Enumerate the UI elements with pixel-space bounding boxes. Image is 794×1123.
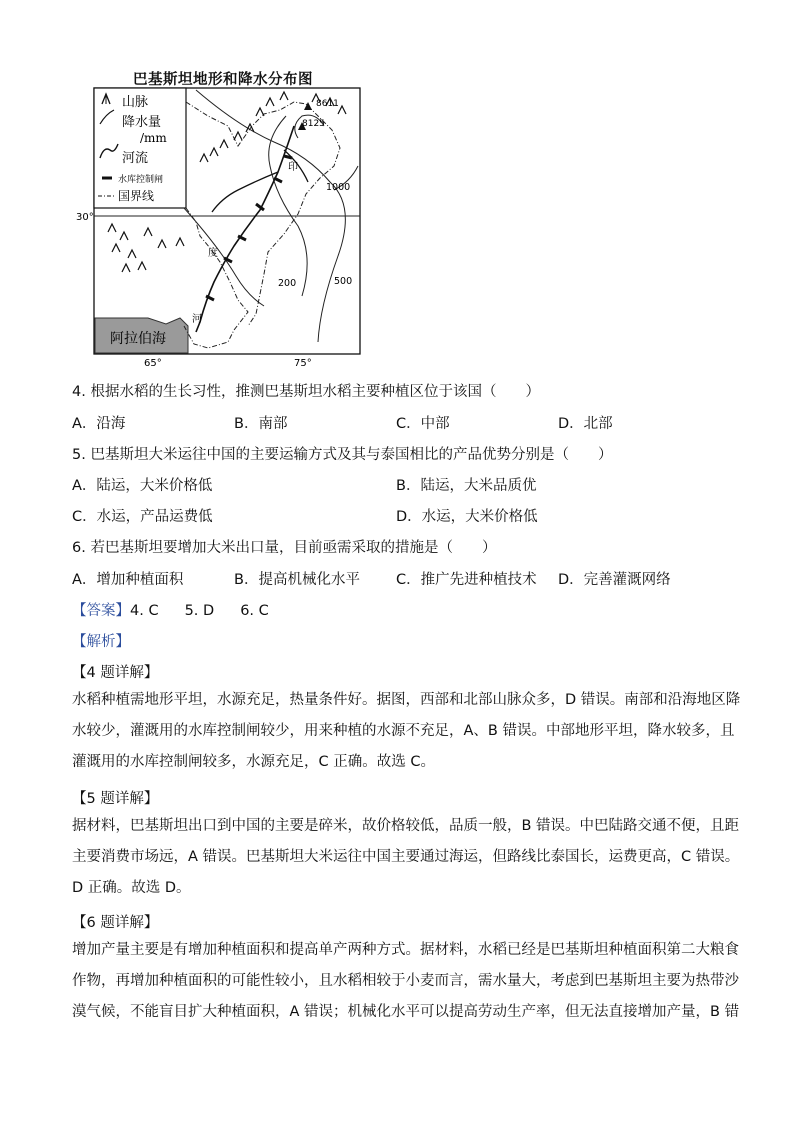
peak-8125: 8125 (302, 119, 325, 129)
detail-5-line: D 正确。故选 D。 (72, 880, 191, 896)
q6-option-d: D．完善灌溉网络 (558, 572, 671, 588)
legend-mountain-label: 山脉 (122, 95, 149, 110)
detail-4-heading: 【4 题详解】 (72, 665, 159, 681)
question-6-stem: 6. 若巴基斯坦要增加大米出口量，目前亟需采取的措施是（ ） (72, 540, 497, 556)
isohyet-500-label: 500 (334, 276, 353, 287)
q4-option-d: D．北部 (558, 416, 613, 432)
q6-option-c: C．推广先进种植技术 (396, 572, 537, 588)
q4-option-a: A．沿海 (72, 416, 126, 432)
q5-option-d: D．水运，大米价格低 (396, 509, 538, 525)
pakistan-map (76, 86, 368, 369)
lat-30-label: 30° (76, 212, 94, 223)
detail-5-heading: 【5 题详解】 (72, 791, 159, 807)
answer-4: 4. C (130, 603, 159, 619)
detail-6-body (72, 935, 740, 1028)
answer-line (72, 599, 269, 620)
detail-6-line: 增加产量主要是有增加种植面积和提高单产两种方式。据材料，水稻已经是巴基斯坦种植面积第二大粮食 (72, 942, 739, 958)
detail-5-line: 据材料，巴基斯坦出口到中国的主要是碎米，故价格较低，品质一般，B 错误。中巴陆路交通不便，且距 (72, 818, 740, 834)
indus-char-yin: 印 (288, 162, 298, 173)
detail-5-line: 主要消费市场远，A 错误。巴基斯坦大米运往中国主要通过海运，但路线比泰国长，运费更高，C 错误。 (72, 849, 740, 865)
answer-5: 5. D (184, 603, 215, 619)
legend-river-label: 河流 (122, 151, 149, 166)
q4-option-b: B．南部 (234, 416, 288, 432)
arabian-sea-label: 阿拉伯海 (110, 331, 166, 347)
legend-border-label: 国界线 (118, 189, 155, 203)
q6-option-b: B．提高机械化水平 (234, 572, 360, 588)
peak-8611: 8611 (316, 99, 339, 109)
detail-4-line: 水较少，灌溉用的水库控制闸较少，用来种植的水源不充足，A、B 错误。中部地形平坦，降水较多，且 (72, 723, 735, 739)
q5-option-a: A．陆运，大米价格低 (72, 478, 213, 494)
detail-6-line: 漠气候，不能盲目扩大种植面积，A 错误；机械化水平可以提高劳动生产率，但无法直接增加产量，B 错 (72, 1004, 740, 1020)
q4-option-c: C．中部 (396, 416, 450, 432)
detail-4-body (72, 685, 741, 778)
isohyet-1000-label: 1000 (326, 182, 351, 193)
q5-option-b: B．陆运，大米品质优 (396, 478, 537, 494)
detail-4-line: 灌溉用的水库控制闸较多，水源充足，C 正确。故选 C。 (72, 754, 435, 770)
legend-rainfall-unit: /mm (140, 131, 167, 145)
lon-65-label: 65° (144, 358, 162, 369)
question-4-stem: 4. 根据水稻的生长习性，推测巴基斯坦水稻主要种植区位于该国（ ） (72, 384, 540, 400)
indus-char-he: 河 (192, 314, 202, 325)
question-5-stem: 5. 巴基斯坦大米运往中国的主要运输方式及其与泰国相比的产品优势分别是（ ） (72, 447, 613, 463)
detail-5-body (72, 811, 740, 904)
indus-char-du: 度 (208, 248, 218, 259)
q6-option-a: A．增加种植面积 (72, 572, 184, 588)
analysis-label: 【解析】 (72, 634, 130, 650)
legend-reservoir-label: 水库控制闸 (118, 175, 164, 185)
isohyet-200-label: 200 (278, 278, 297, 289)
lon-75-label: 75° (294, 358, 312, 369)
detail-4-line: 水稻种植需地形平坦，水源充足，热量条件好。据图，西部和北部山脉众多，D 错误。南部和沿海地区降 (72, 692, 741, 708)
q5-option-c: C．水运，产品运费低 (72, 509, 213, 525)
detail-6-line: 作物，再增加种植面积的可能性较小，且水稻相较于小麦而言，需水量大，考虑到巴基斯坦主要为热带沙 (72, 973, 739, 989)
map-title: 巴基斯坦地形和降水分布图 (133, 71, 313, 88)
answer-6: 6. C (240, 603, 269, 619)
answer-label: 【答案】 (72, 603, 130, 619)
legend-rainfall-label: 降水量 (122, 115, 162, 130)
detail-6-heading: 【6 题详解】 (72, 915, 159, 931)
